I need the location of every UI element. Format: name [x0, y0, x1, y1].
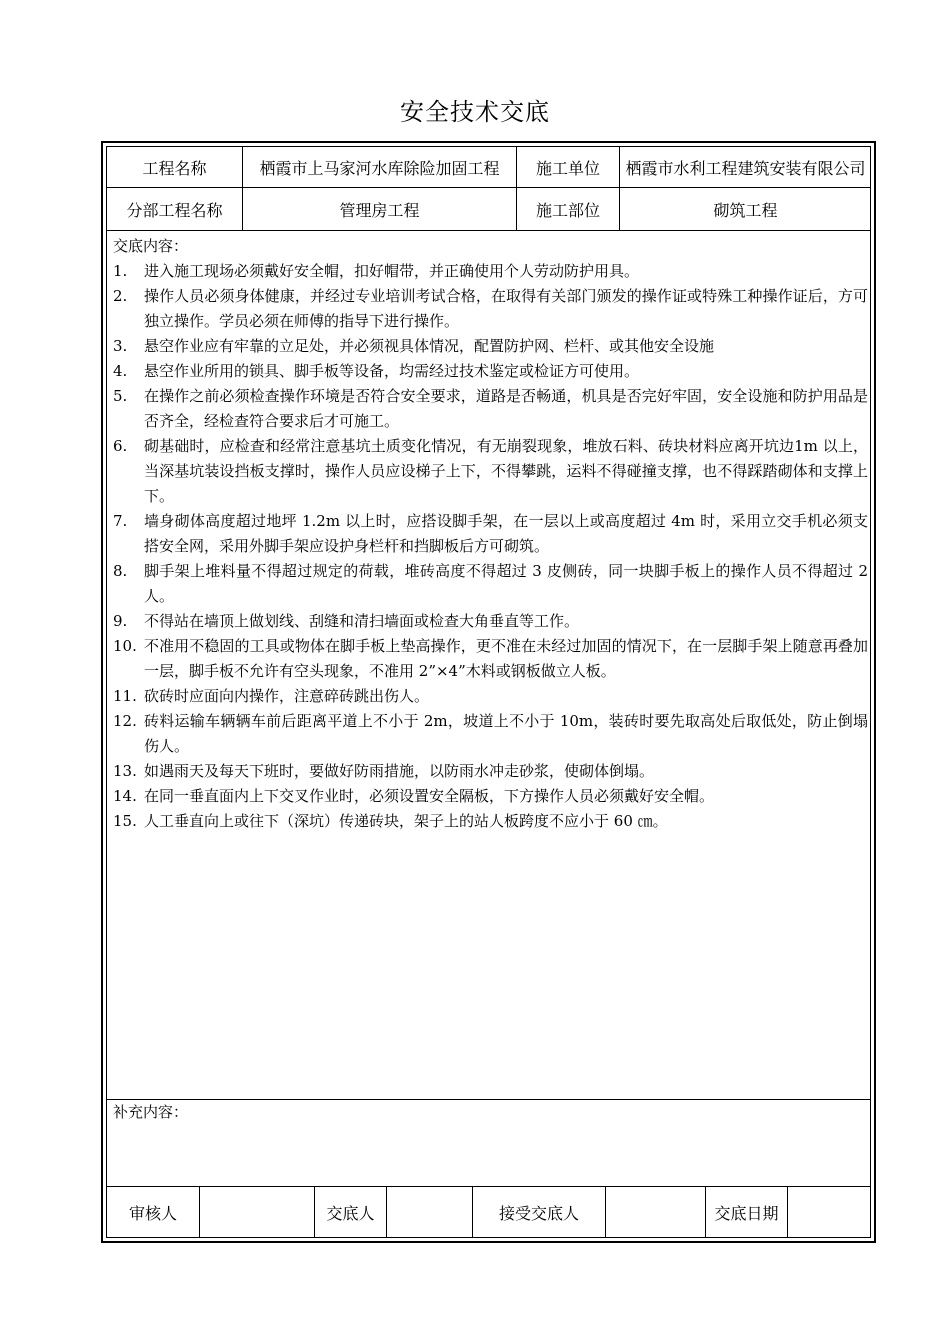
list-item	[113, 684, 868, 709]
list-item-number: 2.	[113, 287, 128, 305]
project-name-value: 栖霞市上马家河水库除险加固工程	[259, 158, 500, 178]
list-item	[113, 334, 868, 359]
list-item	[113, 384, 868, 434]
list-item-number: 10.	[113, 637, 137, 655]
list-item	[113, 559, 868, 609]
content-heading: 交底内容：	[113, 237, 189, 255]
list-item-text: 如遇雨天及每天下班时，要做好防雨措施，以防雨水冲走砂浆，使砌体倒塌。	[144, 762, 655, 780]
list-item	[113, 784, 868, 809]
list-item-number: 4.	[113, 362, 128, 380]
list-item-number: 6.	[113, 437, 128, 455]
reviewer-label: 审核人	[128, 1204, 177, 1223]
list-item-number: 3.	[113, 337, 128, 355]
list-item-number: 5.	[113, 387, 128, 405]
list-item-text: 操作人员必须身体健康，并经过专业培训考试合格，在取得有关部门颁发的操作证或特殊工种操作证后，方可独立操作。学员必须在师傅的指导下进行操作。	[144, 287, 868, 330]
sub-project-label: 分部工程名称	[126, 200, 223, 220]
list-item	[113, 609, 868, 634]
list-item-number: 8.	[113, 562, 128, 580]
receiver-label: 接受交底人	[498, 1204, 579, 1223]
list-item-text: 脚手架上堆料量不得超过规定的荷载，堆砖高度不得超过 3 皮侧砖，同一块脚手板上的操作人员不得超过 2 人。	[144, 562, 868, 605]
list-item-number: 7.	[113, 512, 128, 530]
list-item-number: 13.	[113, 762, 137, 780]
document-title: 安全技术交底	[400, 98, 550, 126]
content-list	[113, 259, 868, 834]
list-item-text: 悬空作业所用的锁具、脚手板等设备，均需经过技术鉴定或检证方可使用。	[144, 362, 640, 380]
list-item-number: 11.	[113, 687, 137, 705]
list-item-number: 9.	[113, 612, 128, 630]
list-item-text: 砌基础时，应检查和经常注意基坑土质变化情况，有无崩裂现象，堆放石料、砖块材料应离开坑边1m 以上，当深基坑装设挡板支撑时，操作人员应设梯子上下，不得攀跳，运料不得碰撞支撑，也不得踩踏砌体和支撑上下。	[144, 437, 868, 505]
row-divider	[106, 1099, 871, 1100]
sub-project-value: 管理房工程	[339, 200, 420, 220]
list-item-number: 14.	[113, 787, 137, 805]
list-item-text: 在操作之前必须检查操作环境是否符合安全要求，道路是否畅通，机具是否完好牢固，安全设施和防护用品是否齐全，经检查符合要求后才可施工。	[144, 387, 868, 430]
list-item-text: 墙身砌体高度超过地坪 1.2m 以上时，应搭设脚手架，在一层以上或高度超过 4m 时，采用立交手机必须支搭安全网，采用外脚手架应设护身栏杆和挡脚板后方可砌筑。	[144, 512, 868, 555]
list-item-text: 人工垂直向上或往下（深坑）传递砖块，架子上的站人板跨度不应小于 60 ㎝。	[144, 812, 668, 830]
list-item	[113, 259, 868, 284]
discloser-field[interactable]	[387, 1187, 472, 1238]
list-item	[113, 359, 868, 384]
list-item	[113, 284, 868, 334]
list-item-text: 不准用不稳固的工具或物体在脚手板上垫高操作，更不准在未经过加固的情况下，在一层脚手架上随意再叠加一层，脚手板不允许有空头现象，不准用 2”×4”木料或钢板做立人板。	[144, 637, 868, 680]
project-name-label: 工程名称	[142, 158, 207, 178]
construction-unit-value: 栖霞市水利工程建筑安装有限公司	[625, 158, 866, 178]
list-item	[113, 634, 868, 684]
list-item-number: 12.	[113, 712, 137, 730]
list-item-text: 砍砖时应面向内操作，注意碎砖跳出伤人。	[144, 687, 430, 705]
list-item-number: 1.	[113, 262, 128, 280]
construction-unit-label: 施工单位	[535, 158, 600, 178]
supplement-label: 补充内容：	[113, 1103, 189, 1121]
list-item-text: 砖料运输车辆辆车前后距离平道上不小于 2m，坡道上不小于 10m，装砖时要先取高处后取低处，防止倒塌伤人。	[144, 712, 868, 755]
list-item-text: 不得站在墙顶上做划线、刮缝和清扫墙面或检查大角垂直等工作。	[144, 612, 580, 630]
list-item-text: 进入施工现场必须戴好安全帽，扣好帽带，并正确使用个人劳动防护用具。	[144, 262, 640, 280]
list-item-number: 15.	[113, 812, 137, 830]
disclosure-content	[113, 234, 868, 834]
date-field[interactable]	[788, 1187, 871, 1238]
list-item	[113, 809, 868, 834]
row-divider	[106, 230, 871, 231]
list-item-text: 在同一垂直面内上下交叉作业时，必须设置安全隔板，下方操作人员必须戴好安全帽。	[144, 787, 715, 805]
list-item	[113, 509, 868, 559]
construction-part-label: 施工部位	[535, 200, 600, 220]
list-item	[113, 709, 868, 759]
discloser-label: 交底人	[326, 1204, 375, 1223]
list-item	[113, 759, 868, 784]
receiver-field[interactable]	[606, 1187, 705, 1238]
list-item-text: 悬空作业应有牢靠的立足处，并必须视具体情况，配置防护网、栏杆、或其他安全设施	[144, 337, 715, 355]
reviewer-field[interactable]	[200, 1187, 314, 1238]
date-label: 交底日期	[714, 1204, 779, 1223]
list-item	[113, 434, 868, 509]
construction-part-value: 砌筑工程	[713, 200, 778, 220]
